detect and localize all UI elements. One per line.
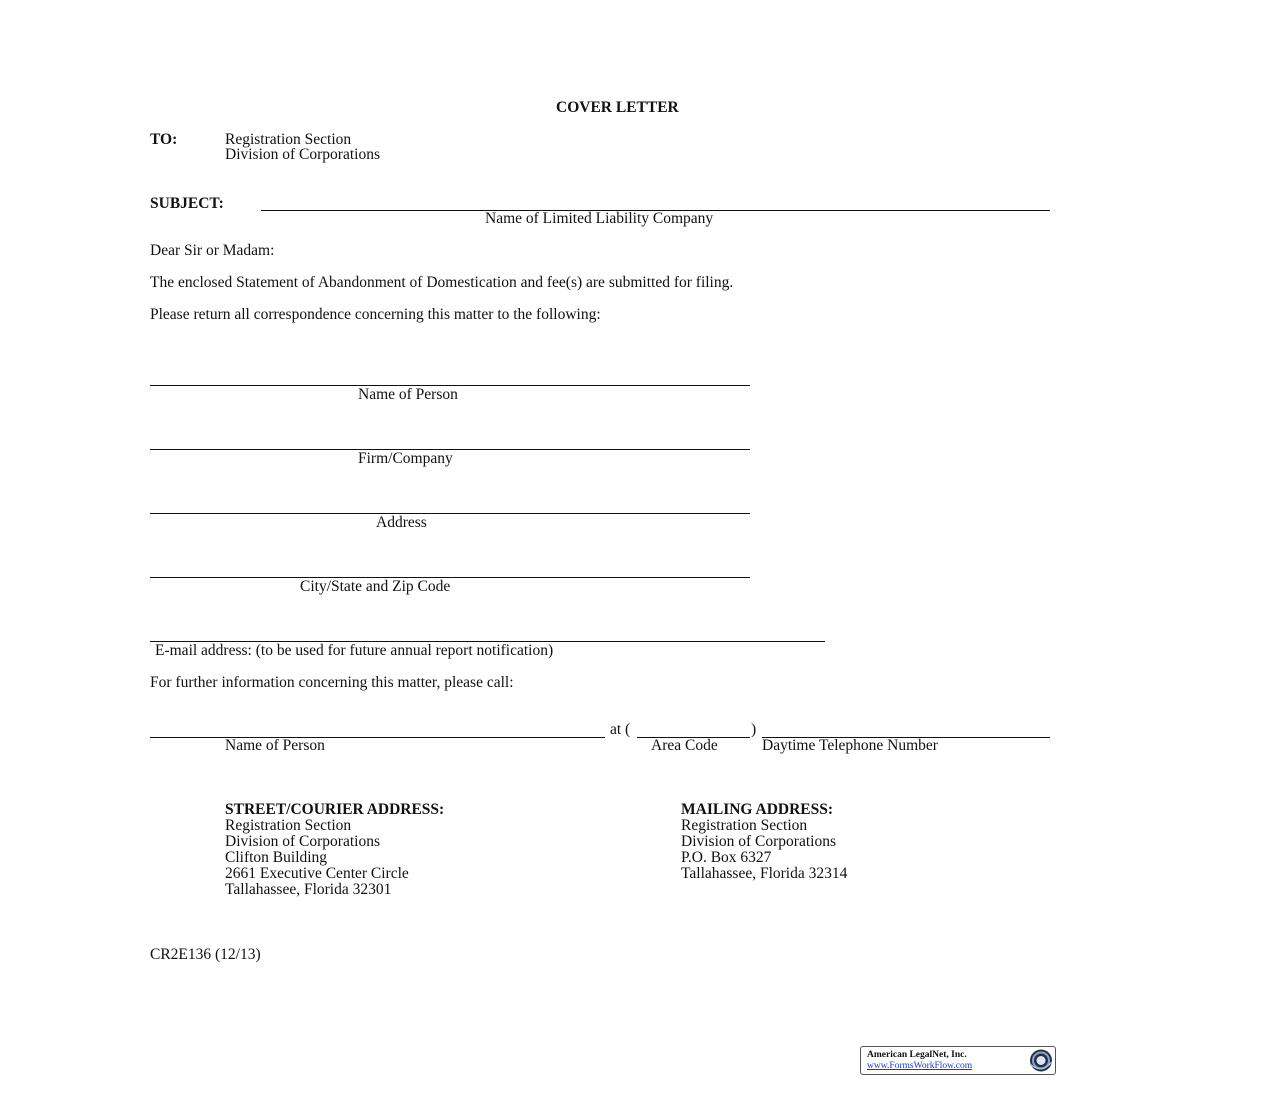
contact-name-caption: Name of Person (225, 737, 325, 754)
close-paren: ) (751, 721, 757, 738)
subject-caption: Name of Limited Liability Company (485, 210, 714, 227)
area-code-caption: Area Code (651, 737, 718, 754)
firm-company-caption: Firm/Company (358, 450, 453, 467)
mailing-address-heading: MAILING ADDRESS: (681, 801, 834, 818)
badge-company-name: American LegalNet, Inc. (867, 1050, 967, 1060)
formsworkflow-logo-icon (1027, 1048, 1053, 1073)
mailing-address-line-1: Registration Section (681, 817, 808, 834)
street-address-line-2: Division of Corporations (225, 833, 380, 850)
badge-url-link[interactable]: www.FormsWorkFlow.com (867, 1061, 973, 1071)
address-caption: Address (376, 514, 427, 531)
to-line-1: Registration Section (225, 131, 352, 148)
city-state-zip-line[interactable] (150, 577, 750, 578)
street-address-heading: STREET/COURIER ADDRESS: (225, 801, 445, 818)
american-legalnet-badge[interactable] (860, 1046, 1056, 1075)
body-paragraph-1: The enclosed Statement of Abandonment of Domestication and fee(s) are submitted for filing. (150, 274, 734, 291)
mailing-address-line-3: P.O. Box 6327 (681, 849, 772, 866)
contact-name-line[interactable] (150, 737, 605, 738)
name-of-person-caption: Name of Person (358, 386, 458, 403)
to-line-2: Division of Corporations (225, 146, 380, 163)
street-address-line-5: Tallahassee, Florida 32301 (225, 881, 392, 898)
mailing-address-line-2: Division of Corporations (681, 833, 836, 850)
page-title: COVER LETTER (556, 99, 679, 116)
contact-intro: For further information concerning this matter, please call: (150, 674, 514, 691)
street-address-line-4: 2661 Executive Center Circle (225, 865, 409, 882)
subject-label: SUBJECT: (150, 195, 224, 212)
form-code: CR2E136 (12/13) (150, 946, 261, 963)
mailing-address-line-4: Tallahassee, Florida 32314 (681, 865, 848, 882)
to-label: TO: (150, 131, 178, 148)
address-line[interactable] (150, 513, 750, 514)
phone-caption: Daytime Telephone Number (762, 737, 938, 754)
email-caption: E-mail address: (to be used for future annual report notification) (155, 642, 554, 659)
body-paragraph-2: Please return all correspondence concerning this matter to the following: (150, 306, 601, 323)
city-state-zip-caption: City/State and Zip Code (300, 578, 451, 595)
greeting: Dear Sir or Madam: (150, 242, 275, 259)
street-address-line-3: Clifton Building (225, 849, 328, 866)
street-address-line-1: Registration Section (225, 817, 352, 834)
at-text: at ( (610, 721, 631, 738)
